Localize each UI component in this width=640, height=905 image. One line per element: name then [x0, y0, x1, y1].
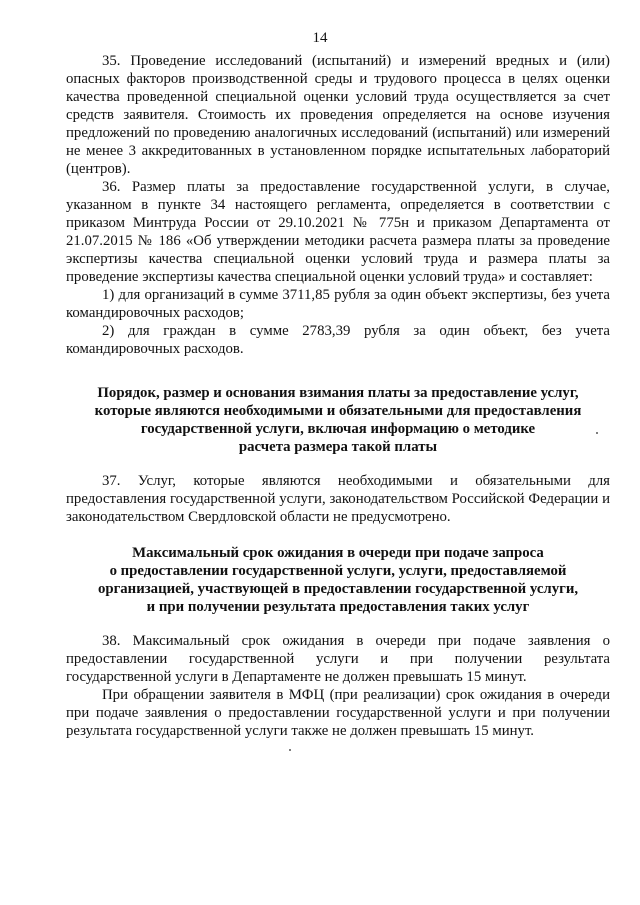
heading-line: и при получении результата предоставления таких услуг — [146, 599, 530, 615]
paragraph-37: 37. Услуг, которые являются необходимыми и обязательными для предоставления государственной услуги, законодательством Российской Федерации и законодательством Свердловской области не предусмотрено. — [66, 473, 610, 525]
heading-line: о предоставлении государственной услуги, услуги, предоставляемой — [109, 563, 567, 579]
heading-line: организацией, участвующей в предоставлении государственной услуги, — [97, 581, 579, 597]
heading-line: которые являются необходимыми и обязательными для предоставления — [94, 403, 582, 419]
section-waiting-body — [66, 632, 610, 740]
paragraph-36-item-2: 2) для граждан в сумме 2783,39 рубля за один объект, без учета командировочных расходов. — [66, 323, 610, 357]
heading-line: Максимальный срок ожидания в очереди при подаче запроса — [132, 545, 544, 561]
scan-speck — [596, 432, 598, 434]
paragraph-38: 38. Максимальный срок ожидания в очереди при подаче заявления о предоставлении государственной услуги и при получении результата государственной услуги в Департаменте не должен превышать 15 минут. — [66, 633, 610, 685]
heading-waiting-time — [66, 544, 610, 616]
scan-speck — [289, 749, 291, 751]
paragraph-35: 35. Проведение исследований (испытаний) и измерений вредных и (или) опасных факторов производственной среды и трудового процесса в целях оценки качества проведенной специальной оценки условий труда осуществляется за счет средств заявителя. Стоимость их проведения определяется на основе изучения предложений по проведению аналогичных исследований (испытаний) или измерений не менее 3 аккредитованных в установленном порядке испытательных лабораторий (центров). — [66, 53, 610, 177]
heading-line: расчета размера такой платы — [238, 439, 438, 455]
paragraph-38-second: При обращении заявителя в МФЦ (при реализации) срок ожидания в очереди при подаче заявления о предоставлении государственной услуги и при получении результата государственной услуги также не должен превышать 15 минут. — [66, 687, 610, 739]
page-number: 14 — [312, 30, 328, 46]
paragraph-36: 36. Размер платы за предоставление государственной услуги, в случае, указанном в пункте 34 настоящего регламента, определяется в соответствии с приказом Минтруда России от 29.10.2021 № 775н и приказом Департамента от 21.07.2015 № 186 «Об утверждении методики расчета размера платы за проведение экспертизы качества специальной оценки условий труда и размера платы за проведение экспертизы качества специальной оценки условий труда» и составляет: — [66, 179, 610, 285]
section-services-body — [66, 472, 610, 526]
paragraph-36-item-1: 1) для организаций в сумме 3711,85 рубля за один объект экспертизы, без учета командировочных расходов; — [66, 287, 610, 321]
heading-line: государственной услуги, включая информацию о методике — [140, 421, 536, 437]
heading-line: Порядок, размер и основания взимания платы за предоставление услуг, — [97, 385, 579, 401]
heading-payment-procedure — [66, 384, 610, 456]
section-payment-body — [66, 52, 610, 358]
